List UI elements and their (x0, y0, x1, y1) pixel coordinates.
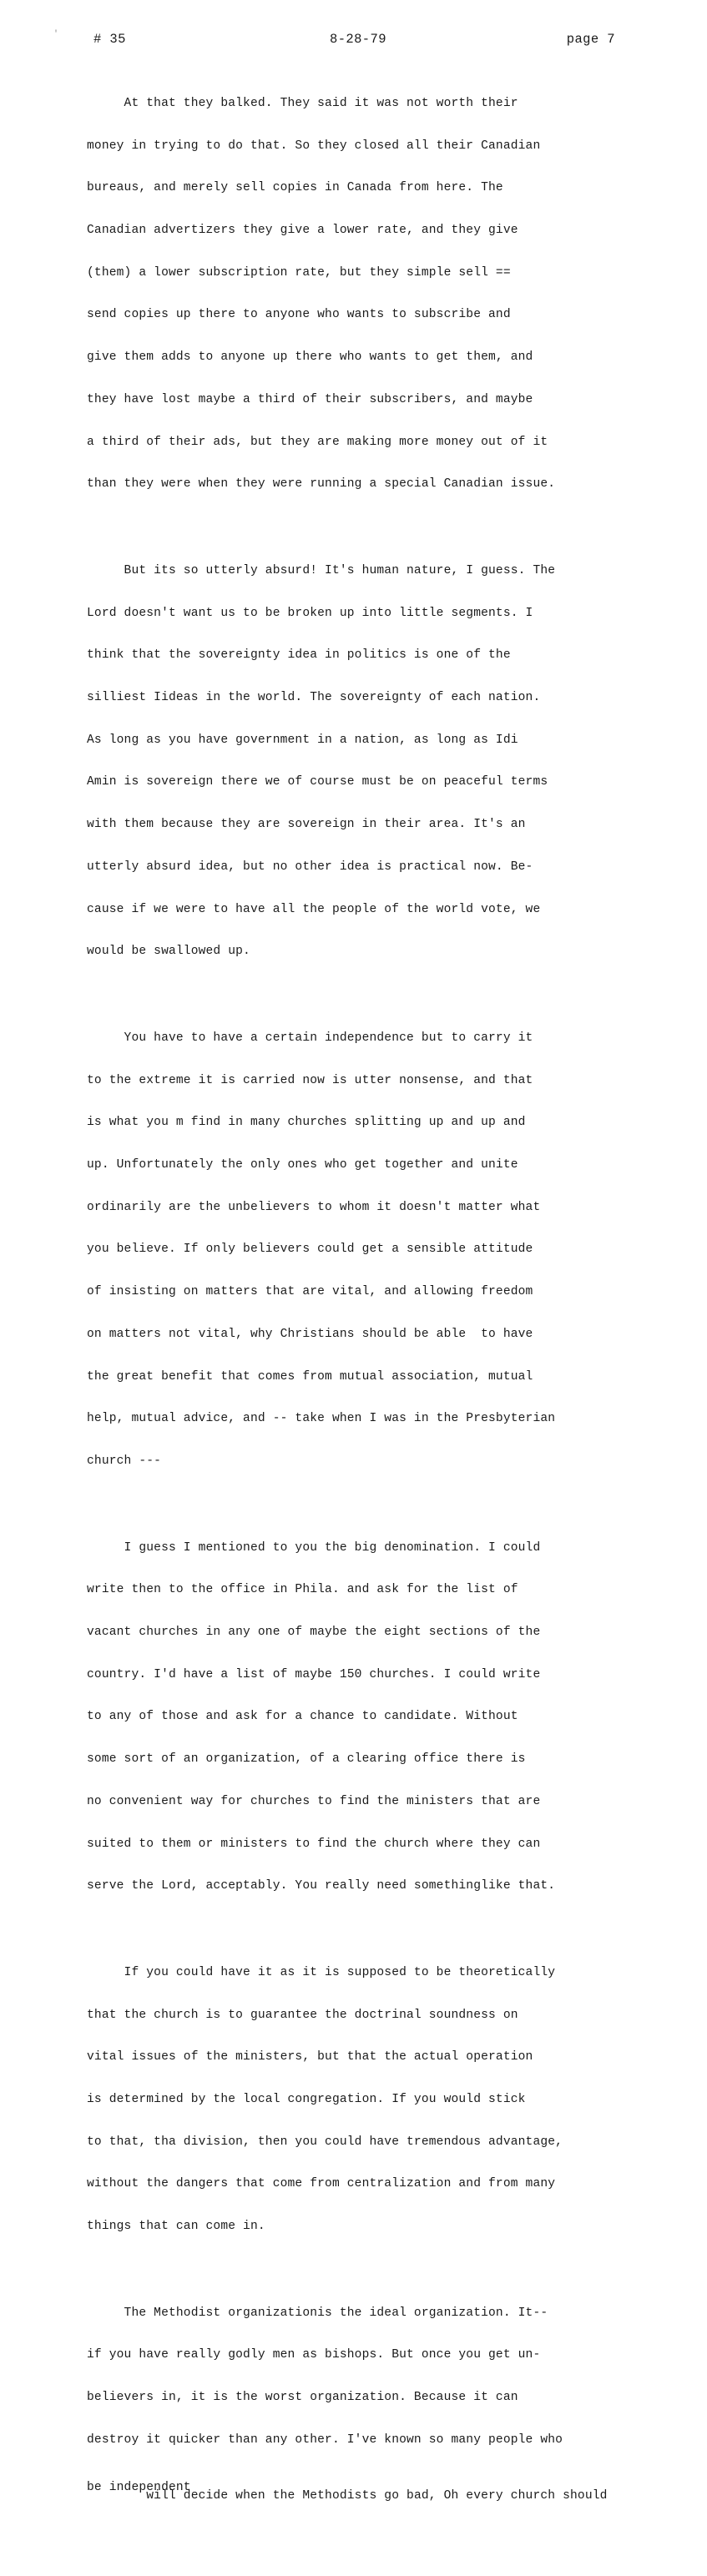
text-line: of insisting on matters that are vital, and allowing freedom (87, 1285, 533, 1299)
text-line: will decide when the Methodists go bad, Oh every church should (146, 2489, 608, 2503)
text-line: a third of their ads, but they are making more money out of it (87, 435, 548, 449)
text-line: (them) a lower subscription rate, but they simple sell == (87, 265, 511, 280)
text-line: on matters not vital, why Christians should be able to have (87, 1327, 533, 1341)
text-line: to the extreme it is carried now is utter nonsense, and that (87, 1073, 533, 1087)
text-line: help, mutual advice, and -- take when I was in the Presbyterian (87, 1412, 556, 1426)
paragraph-1 (87, 68, 638, 520)
overtyped-text: be independent (87, 2480, 191, 2494)
text-line: Lord doesn't want us to be broken up into little segments. I (87, 606, 533, 620)
text-line: to any of those and ask for a chance to candidate. Without (87, 1710, 518, 1724)
text-line: things that can come in. (87, 2220, 265, 2234)
text-line: serve the Lord, acceptably. You really need somethinglike that. (87, 1879, 556, 1893)
text-line: church --- (87, 1454, 162, 1468)
text-line: money in trying to do that. So they closed all their Canadian (87, 139, 541, 153)
text-line: If you could have it as it is supposed to be theoretically (87, 1965, 556, 1979)
text-line: if you have really godly men as bishops. But once you get un- (87, 2348, 541, 2362)
text-line: believers in, it is the worst organization. Because it can (87, 2391, 518, 2405)
text-line: The Methodist organizationis the ideal organization. It-- (87, 2306, 548, 2320)
text-line: But its so utterly absurd! It's human nature, I guess. The (87, 563, 556, 577)
text-line: is determined by the local congregation. If you would stick (87, 2092, 526, 2106)
text-line: than they were when they were running a special Canadian issue. (87, 477, 556, 492)
page-header (93, 32, 615, 52)
text-line: suited to them or ministers to find the church where they can (87, 1837, 541, 1851)
text-line: with them because they are sovereign in their area. It's an (87, 818, 526, 832)
text-line: ordinarily are the unbelievers to whom it doesn't matter what (87, 1200, 541, 1214)
document-number: # 35 (93, 32, 126, 47)
text-line: At that they balked. They said it was not worth their (87, 96, 518, 110)
text-line: is what you m find in many churches splitting up and up and (87, 1116, 526, 1130)
text-line: bureaus, and merely sell copies in Canada from here. The (87, 181, 503, 195)
text-line: Canadian advertizers they give a lower rate, and they give (87, 223, 518, 237)
document-date: 8-28-79 (330, 32, 386, 47)
text-line: vacant churches in any one of maybe the eight sections of the (87, 1625, 541, 1639)
text-line: write then to the office in Phila. and ask for the list of (87, 1583, 518, 1597)
text-line: vital issues of the ministers, but that the actual operation (87, 2050, 533, 2064)
text-line: give them adds to anyone up there who wants to get them, and (87, 350, 533, 365)
text-line: I guess I mentioned to you the big denomination. I could (87, 1540, 541, 1555)
text-line: country. I'd have a list of maybe 150 churches. I could write (87, 1667, 541, 1681)
text-line: you believe. If only believers could get a sensible attitude (87, 1243, 533, 1257)
paragraph-2 (87, 536, 638, 987)
text-line: without the dangers that come from centralization and from many (87, 2177, 556, 2191)
paragraph-6 (87, 2278, 638, 2560)
text-line: silliest Iideas in the world. The sovereignty of each nation. (87, 690, 541, 704)
transcript-body (87, 68, 638, 2576)
text-line: would be swallowed up. (87, 945, 250, 959)
text-line: no convenient way for churches to find the ministers that are (87, 1794, 541, 1808)
text-line: As long as you have government in a nation, as long as Idi (87, 733, 518, 747)
text-line: destroy it quicker than any other. I've known so many people who (87, 2432, 563, 2447)
stray-mark: ′ (53, 30, 59, 39)
overtyped-line (87, 2476, 638, 2533)
text-line: send copies up there to anyone who wants to subscribe and (87, 308, 511, 322)
text-line: to that, tha division, then you could have tremendous advantage, (87, 2135, 563, 2149)
paragraph-5 (87, 1938, 638, 2262)
text-line: utterly absurd idea, but no other idea is practical now. Be- (87, 860, 533, 874)
text-line: the great benefit that comes from mutual association, mutual (87, 1369, 533, 1384)
text-line: that the church is to guarantee the doctrinal soundness on (87, 2008, 518, 2022)
text-line: Amin is sovereign there we of course must be on peaceful terms (87, 775, 548, 789)
text-line: up. Unfortunately the only ones who get together and unite (87, 1157, 518, 1172)
text-line: they have lost maybe a third of their subscribers, and maybe (87, 392, 533, 406)
paragraph-3 (87, 1003, 638, 1497)
text-line: some sort of an organization, of a clearing office there is (87, 1752, 526, 1767)
text-line: cause if we were to have all the people of the world vote, we (87, 902, 541, 916)
text-line: You have to have a certain independence but to carry it (87, 1031, 533, 1045)
paragraph-4 (87, 1513, 638, 1922)
page-number: page 7 (566, 32, 615, 47)
text-line: think that the sovereignty idea in politics is one of the (87, 648, 511, 663)
